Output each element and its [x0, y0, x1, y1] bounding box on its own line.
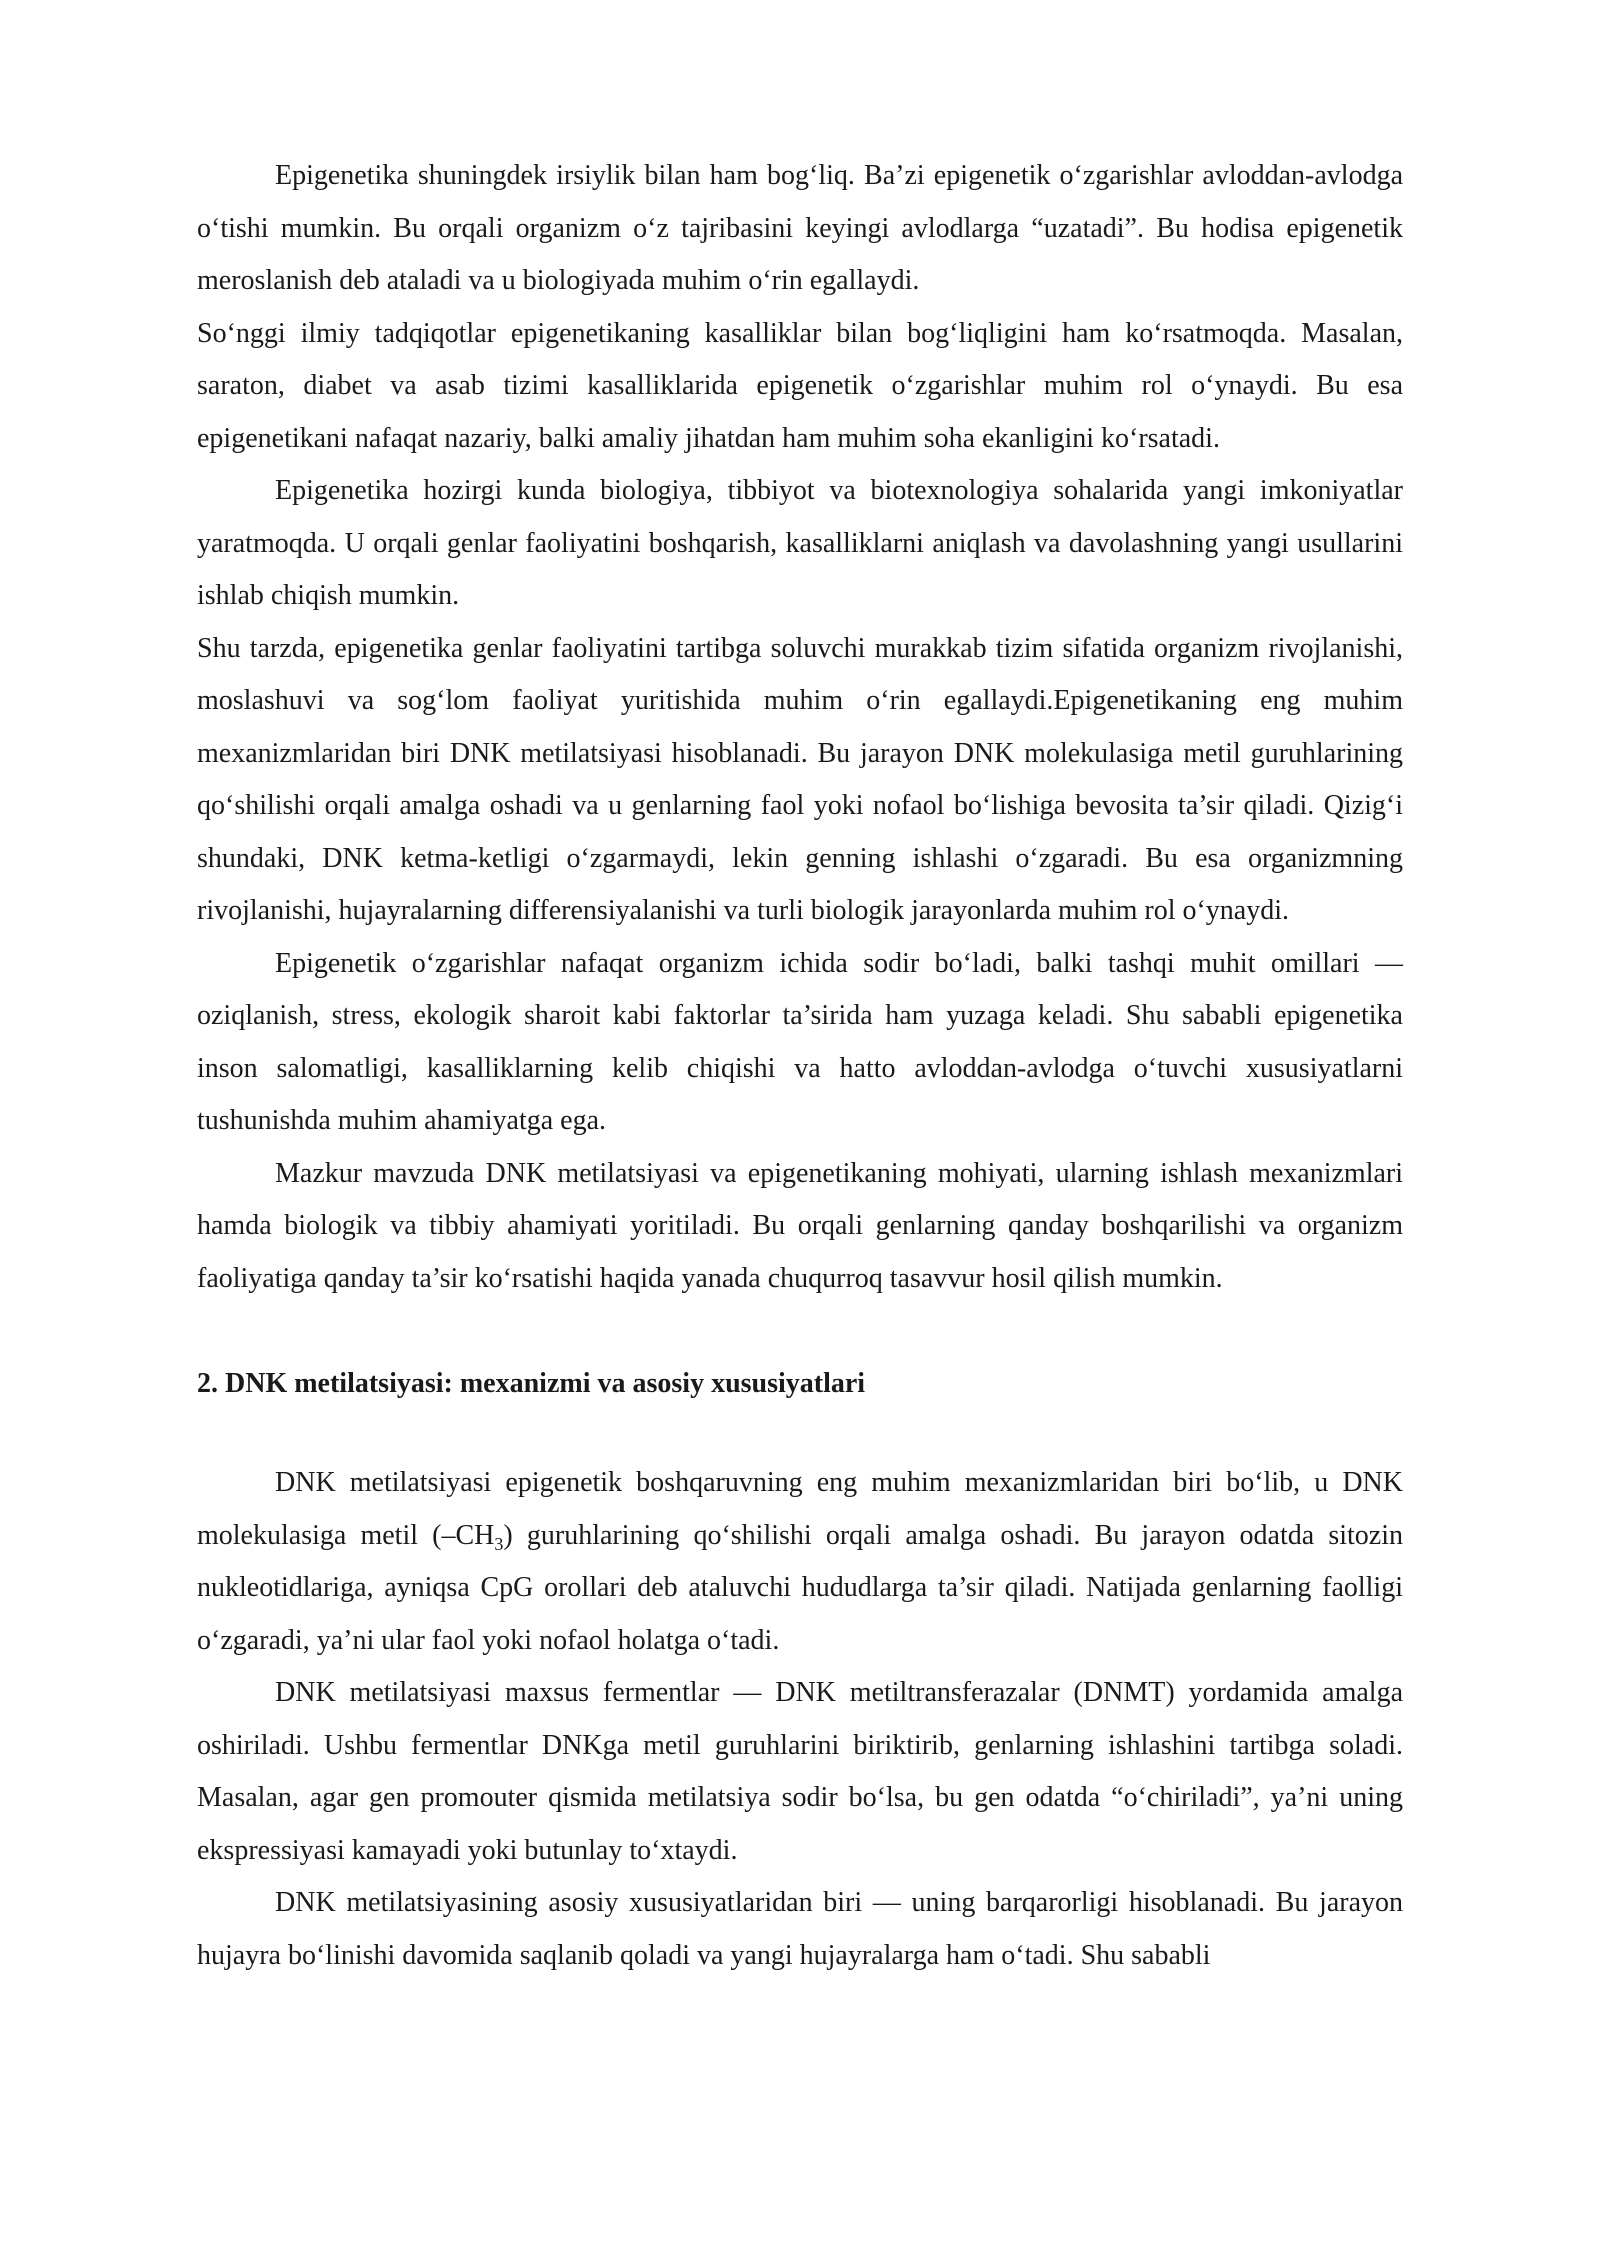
document-page	[197, 150, 1403, 1982]
paragraph-methylation-stability: DNK metilatsiyasining asosiy xususiyatlaridan biri — uning barqarorligi hisoblanadi. Bu jarayon hujayra bo‘linishi davomida saqlanib qoladi va yangi hujayralarga ham o‘tadi. Shu sababli	[197, 1887, 1403, 1971]
paragraph-epigenetic-inheritance: Epigenetika shuningdek irsiylik bilan ham bog‘liq. Ba’zi epigenetik o‘zgarishlar avloddan-avlodga o‘tishi mumkin. Bu orqali organizm o‘z tajribasini keyingi avlodlarga “uzatadi”. Bu hodisa epigenetik meroslanish deb ataladi va u biologiyada muhim o‘rin egallaydi.	[197, 160, 1403, 296]
paragraph-dnmt-enzymes: DNK metilatsiyasi maxsus fermentlar — DNK metiltransferazalar (DNMT) yordamida amalga oshiriladi. Ushbu fermentlar DNKga metil guruhlarini biriktirib, genlarning ishlashini tartibga soladi. Masalan, agar gen promouter qismida metilatsiya sodir bo‘lsa, bu gen odatda “o‘chiriladi”, ya’ni uning ekspressiyasi kamayadi yoki butunlay to‘xtaydi.	[197, 1677, 1403, 1866]
paragraph-disease-link: So‘nggi ilmiy tadqiqotlar epigenetikaning kasalliklar bilan bog‘liqligini ham ko‘rsatmoqda. Masalan, saraton, diabet va asab tizimi kasalliklarida epigenetik o‘zgarishlar muhim rol o‘ynaydi. Bu esa epigenetikani nafaqat nazariy, balki amaliy jihatdan ham muhim soha ekanligini ko‘rsatadi.	[197, 317, 1403, 454]
paragraph-methylation-definition	[197, 1457, 1403, 1667]
paragraph-text-before-subscript: DNK metilatsiyasi epigenetik boshqaruvning eng muhim mexanizmlaridan biri bo‘lib, u DNK molekulasiga metil (–CH	[197, 1467, 1403, 1551]
paragraph-topic-overview: Mazkur mavzuda DNK metilatsiyasi va epigenetikaning mohiyati, ularning ishlash mexanizmlari hamda biologik va tibbiy ahamiyati yoritiladi. Bu orqali genlarning qanday boshqarilishi va organizm faoliyatiga qanday ta’sir ko‘rsatishi haqida yanada chuqurroq tasavvur hosil qilish mumkin.	[197, 1157, 1403, 1294]
paragraph-external-factors: Epigenetik o‘zgarishlar nafaqat organizm ichida sodir bo‘ladi, balki tashqi muhit omillari — oziqlanish, stress, ekologik sharoit kabi faktorlar ta’sirida ham yuzaga keladi. Shu sababli epigenetika inson salomatligi, kasalliklarning kelib chiqishi va hatto avloddan-avlodga o‘tuvchi xususiyatlarni tushunishda muhim ahamiyatga ega.	[197, 947, 1403, 1136]
section-heading: 2. DNK metilatsiyasi: mexanizmi va asosiy xususiyatlari	[197, 1368, 866, 1399]
paragraph-text-after-subscript: ) guruhlarining qo‘shilishi orqali amalga oshadi. Bu jarayon odatda sitozin nukleotidlariga, ayniqsa CpG orollari deb ataluvchi hududlarga ta’sir qiladi. Natijada genlarning faolligi o‘zgaradi, ya’ni ular faol yoki nofaol holatga o‘tadi.	[197, 1519, 1403, 1656]
paragraph-complex-system: Shu tarzda, epigenetika genlar faoliyatini tartibga soluvchi murakkab tizim sifatida organizm rivojlanishi, moslashuvi va sog‘lom faoliyat yuritishida muhim o‘rin egallaydi.Epigenetikaning eng muhim mexanizmlaridan biri DNK metilatsiyasi hisoblanadi. Bu jarayon DNK molekulasiga metil guruhlarining qo‘shilishi orqali amalga oshadi va u genlarning faol yoki nofaol bo‘lishiga bevosita ta’sir qiladi. Qizig‘i shundaki, DNK ketma-ketligi o‘zgarmaydi, lekin genning ishlashi o‘zgaradi. Bu esa organizmning rivojlanishi, hujayralarning differensiyalanishi va turli biologik jarayonlarda muhim rol o‘ynaydi.	[197, 632, 1403, 926]
methyl-subscript: 3	[494, 1533, 504, 1554]
paragraph-new-opportunities: Epigenetika hozirgi kunda biologiya, tibbiyot va biotexnologiya sohalarida yangi imkoniyatlar yaratmoqda. U orqali genlar faoliyatini boshqarish, kasalliklarni aniqlash va davolashning yangi usullarini ishlab chiqish mumkin.	[197, 475, 1403, 611]
